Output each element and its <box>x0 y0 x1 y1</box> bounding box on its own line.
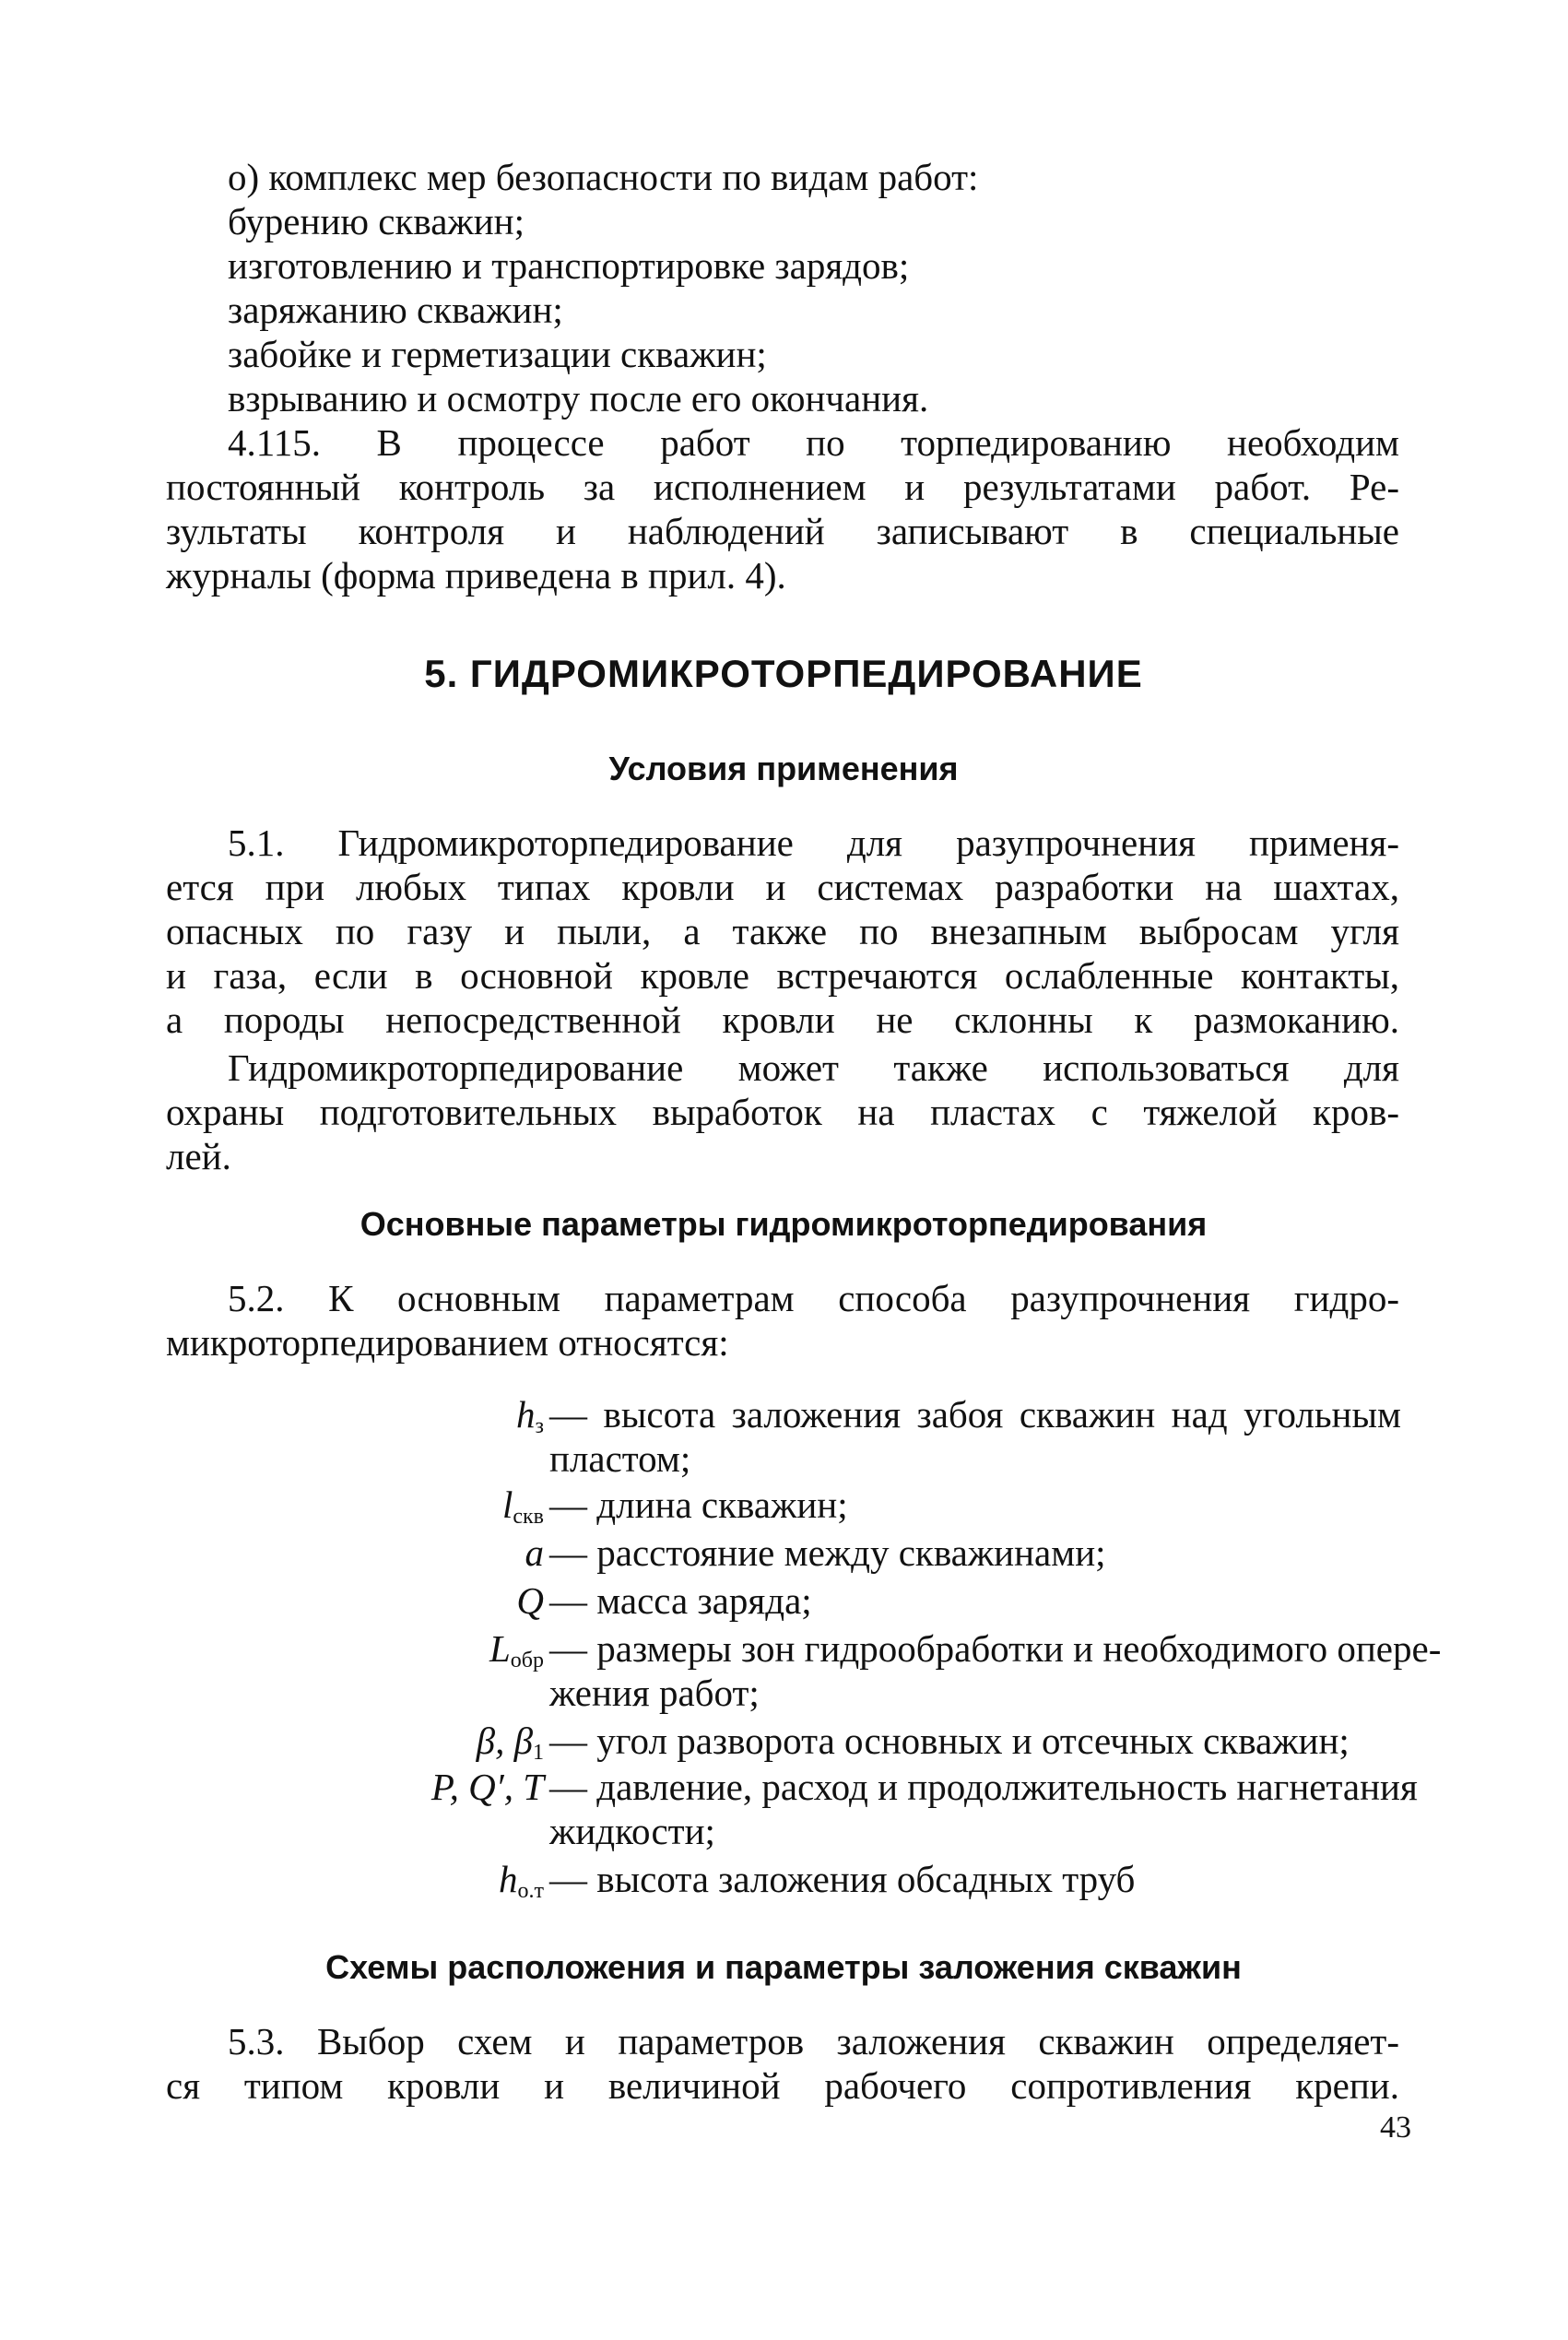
subsection-title-conditions: Условия применения <box>608 750 959 787</box>
definition-text: — масса заряда; <box>549 1579 812 1622</box>
paragraph-4-115-line: зультаты контроля и наблюдений записывают в специальные <box>166 510 1399 552</box>
definition-symbol: $h_{о.т}$ <box>499 1858 544 1903</box>
definition-row <box>166 1765 1418 1809</box>
paragraph-5-2-line: 5.2. К основным параметрам способа разупрочнения гидро- <box>228 1277 1399 1319</box>
definition-row <box>166 1578 1401 1623</box>
paragraph-5-1-line: опасных по газу и пыли, а также по внезапным выбросам угля <box>166 910 1399 952</box>
definition-continuation: пластом; <box>549 1437 691 1480</box>
definition-symbol: $h_з$ <box>516 1393 544 1438</box>
paragraph-5-2-line: микроторпедированием относятся: <box>166 1321 729 1364</box>
definition-text: — угол разворота основных и отсечных скважин; <box>549 1720 1350 1762</box>
safety-item: забойке и герметизации скважин; <box>228 333 767 375</box>
safety-item: заряжанию скважин; <box>228 289 563 331</box>
paragraph-5-1b-line: охраны подготовительных выработок на пластах с тяжелой кров- <box>166 1091 1399 1133</box>
section-title: 5. ГИДРОМИКРОТОРПЕДИРОВАНИЕ <box>424 652 1143 695</box>
definition-row <box>166 1392 1401 1436</box>
subsection-title-parameters: Основные параметры гидромикроторпедирования <box>360 1205 1208 1243</box>
safety-item: изготовлению и транспортировке зарядов; <box>228 244 910 287</box>
definition-row <box>166 1626 1442 1672</box>
definition-text: — высота заложения обсадных труб <box>549 1858 1136 1900</box>
definition-continuation: жидкости; <box>549 1810 715 1852</box>
definition-symbol: β, $\beta_1$ <box>476 1720 544 1765</box>
definition-row <box>166 1530 1401 1575</box>
paragraph-4-115-line: журналы (форма приведена в прил. 4). <box>166 554 786 597</box>
definition-symbol: P, Q′, T <box>430 1766 544 1808</box>
paragraph-5-1-line: ется при любых типах кровли и системах разработки на шахтах, <box>166 866 1399 908</box>
definition-row <box>166 1719 1401 1763</box>
definition-symbol: a <box>525 1531 544 1574</box>
subsection-title-schemes: Схемы расположения и параметры заложения скважин <box>325 1948 1242 1986</box>
paragraph-5-3-line: ся типом кровли и величиной рабочего сопротивления крепи. <box>166 2064 1399 2107</box>
definition-text: — размеры зон гидрообработки и необходимого опере- <box>549 1627 1442 1670</box>
safety-item: взрыванию и осмотру после его окончания. <box>228 377 929 420</box>
definition-continuation: жения работ; <box>549 1672 760 1714</box>
definition-symbol: $l_{скв}$ <box>501 1483 544 1529</box>
page-number: 43 <box>1380 2110 1411 2145</box>
safety-intro: о) комплекс мер безопасности по видам работ: <box>228 156 979 198</box>
definition-symbol: Q <box>516 1579 544 1622</box>
paragraph-5-1-line: и газа, если в основной кровле встречаются ослабленные контакты, <box>166 954 1399 997</box>
definition-text: — высота заложения забоя скважин над угольным <box>549 1393 1401 1436</box>
paragraph-5-1-line: 5.1. Гидромикроторпедирование для разупрочнения применя- <box>228 821 1399 864</box>
paragraph-5-1-line: а породы непосредственной кровли не склонны к размоканию. <box>166 999 1399 1041</box>
paragraph-4-115-line: постоянный контроль за исполнением и результатами работ. Ре- <box>166 466 1399 508</box>
safety-item: бурению скважин; <box>228 200 525 242</box>
definition-row <box>166 1483 1401 1527</box>
definition-text: — расстояние между скважинами; <box>549 1531 1106 1574</box>
paragraph-4-115-line: 4.115. В процессе работ по торпедированию необходим <box>228 421 1399 464</box>
paragraph-5-1b-line: Гидромикроторпедирование может также использоваться для <box>228 1046 1399 1089</box>
definition-text: — давление, расход и продолжительность нагнетания <box>549 1766 1418 1808</box>
paragraph-5-1b-line: лей. <box>166 1135 231 1177</box>
definition-symbol: $L_{обр}$ <box>489 1627 544 1672</box>
definition-row <box>166 1857 1401 1901</box>
paragraph-5-3-line: 5.3. Выбор схем и параметров заложения скважин определяет- <box>228 2020 1399 2062</box>
definition-text: — длина скважин; <box>549 1483 848 1526</box>
